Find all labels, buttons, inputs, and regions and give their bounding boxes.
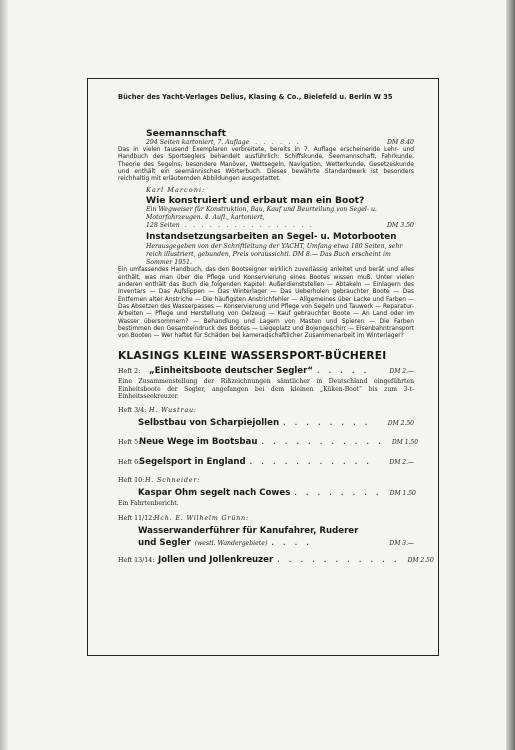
heft-note: (westl. Wandergebiete) <box>194 539 268 547</box>
heft-label: Heft 10: <box>118 477 145 485</box>
page-edge-left <box>0 0 8 750</box>
leader-dots: . . . . . . <box>255 139 301 146</box>
heft-label: Heft 11/12: <box>118 514 155 522</box>
heft-description: Eine Zusammenstellung der Rißzeichnungen sämtlicher in Deutschland eingeführten Einheitsboote der Segler, angefangen bei dem kleinen „Küken-Boot“ bis zum 3-t-Einheitsseekreuzer. <box>118 378 414 401</box>
book-instandsetzung <box>118 232 414 267</box>
heft-title: „Einheitsboote deutscher Segler“ <box>149 366 314 377</box>
heft-label: Heft 5: <box>118 439 141 447</box>
leader-dots: . . . . . . . . . . . <box>261 437 385 447</box>
book-price: DM 3.50 <box>386 222 414 230</box>
heft-row <box>118 436 419 449</box>
publisher-header: Bücher des Yacht-Verlages Delius, Klasing & Co., Bielefeld u. Berlin W 35 <box>118 93 393 101</box>
heft-price: DM 2.— <box>389 459 414 467</box>
heft-title: Jollen und Jollenkreuzer <box>158 554 274 565</box>
book-sub: 294 Seiten kartoniert, 7. Auflage <box>146 139 250 146</box>
heft-title: Segelsport in England <box>139 457 246 468</box>
book-details <box>146 139 414 147</box>
book-details <box>146 222 414 230</box>
heft-title: Neue Wege im Bootsbau <box>139 437 258 448</box>
heft-price: DM 2.50 <box>387 420 414 428</box>
leader-dots: . . . . . . . . . . . <box>277 554 400 564</box>
book-sub: Ein Wegweiser für Konstruktion, Bau, Kauf und Beurteilung von Segel- u. Motorfahrzeugen. 4. Aufl., kartoniert, <box>146 206 377 222</box>
heft-row <box>118 404 414 417</box>
heft-author: Hch. E. Wilhelm Grünn: <box>154 513 249 522</box>
heft-label: Heft 3/4: <box>118 407 147 415</box>
heft-title: Wasserwanderführer für Kanufahrer, Ruderer <box>138 525 359 536</box>
heft-price: DM 1.50 <box>389 490 416 498</box>
book-konstruiert <box>118 195 414 230</box>
heft-price: DM 2.— <box>389 368 414 376</box>
heft-label: Heft 6: <box>118 459 141 467</box>
leader-dots: . . . . . . . . . . . <box>249 457 373 467</box>
heft-title-cont: und Segler <box>138 537 191 548</box>
book-title: Seemannschaft <box>146 128 226 139</box>
book-seemannschaft <box>118 128 414 147</box>
book-pages: 128 Seiten <box>146 222 180 230</box>
heft-row <box>118 474 414 487</box>
heft-label: Heft 13/14: <box>118 556 155 564</box>
content-frame <box>87 78 439 656</box>
heft-price: DM 1.50 <box>391 439 419 447</box>
heft-row <box>118 365 414 378</box>
heft-title: Kaspar Ohm segelt nach Cowes <box>138 488 291 499</box>
series-title: KLASINGS KLEINE WASSERSPORT-BÜCHEREI <box>118 350 387 363</box>
heft-row <box>118 512 414 525</box>
heft-title-line <box>118 417 414 430</box>
heft-price: DM 3.— <box>389 539 414 547</box>
page-content <box>118 93 434 567</box>
leader-dots: . . . . <box>271 537 313 547</box>
heft-description: Ein Fahrtenbericht. <box>118 500 179 508</box>
leader-dots: . . . . . <box>317 366 370 376</box>
heft-label: Heft 2: <box>118 368 141 376</box>
heft-row <box>118 554 434 567</box>
leader-dots: . . . . . . . . . . . . . . . . <box>184 222 314 230</box>
book-price: DM 8.40 <box>386 139 414 146</box>
heft-price: DM 2.50 <box>407 556 434 564</box>
heft-author: H. Schneider: <box>145 476 201 485</box>
heft-row <box>118 456 414 469</box>
book-description: Ein umfassendes Handbuch, das den Bootseigner wirklich zuverlässig anleitet und berät und alles enthält, was man über die Pflege und Konservierung eines Bootes wissen muß. Unter vielen anderen enthält das Buch die folgenden Kapitel: Außerdienststellen — Abtakeln — Einlagern des Inventars — Das Aufslippen — Das Winterlager — Das Ueberholen gebrauchter Boote — Das Entfernen alter Anstriche — Die häufigsten Anstrichfehler — Allgemeines über Lacke und Farben — Das Absetzen des Wasserpasses — Konservierung und Pflege von Segeln und Tauwerk — Reparatur-Arbeiten — Pflege und Herstellung von Oelzeug — Kauf gebrauchter Boote — An Land oder im Wasser übersommern? — Behandlung und Lagern von Masten und Spieren — Die Farben bestimmen den Gesamteindruck des Bootes — Liegeplatz und Bojengeschirr — Eisenbahntransport von Booten — Wer haftet für Schäden bei kameradschaftlicher Zusammenarbeit im Winterlager? <box>118 267 414 340</box>
leader-dots: . . . . . . . . <box>283 418 371 428</box>
book-sub: Herausgegeben von der Schriftleitung der YACHT, Umfang etwa 180 Seiten, sehr reich illustriert, gebunden, Preis voraussichtl. DM 8.— Das Buch erscheint im Sommer 1951. <box>146 243 403 267</box>
book-title: Instandsetzungsarbeiten an Segel- u. Motorbooten <box>146 232 397 243</box>
heft-title: Selbstbau von Scharpiejollen <box>138 418 280 429</box>
book-title: Wie konstruiert und erbaut man ein Boot? <box>146 195 365 207</box>
book-author: Karl Marconi: <box>146 186 206 195</box>
page-edge-right <box>506 0 515 750</box>
book-description: Das in vielen tausend Exemplaren verbreitete, bereits in 7. Auflage erscheinende Lehr- und Handbuch des Sportseglers behandelt ausführlich: Schiffskunde, Seemannschaft, Fahrkunde, Theorie des Segelns, besondere Manöver, Wettsegeln, Navigation, Wetterkunde, Gesetzeskunde und enthält ein seemännisches Wörterbuch. Dieses bewährte Standardwerk ist besonders reichhaltig mit erläuternden Abbildungen ausgestattet. <box>118 147 414 183</box>
heft-title-line <box>118 487 414 500</box>
heft-author: H. Wustrau: <box>149 406 197 415</box>
leader-dots: . . . . . . . . <box>294 488 382 498</box>
heft-title-line <box>118 537 414 550</box>
heft-title-line <box>118 525 414 537</box>
